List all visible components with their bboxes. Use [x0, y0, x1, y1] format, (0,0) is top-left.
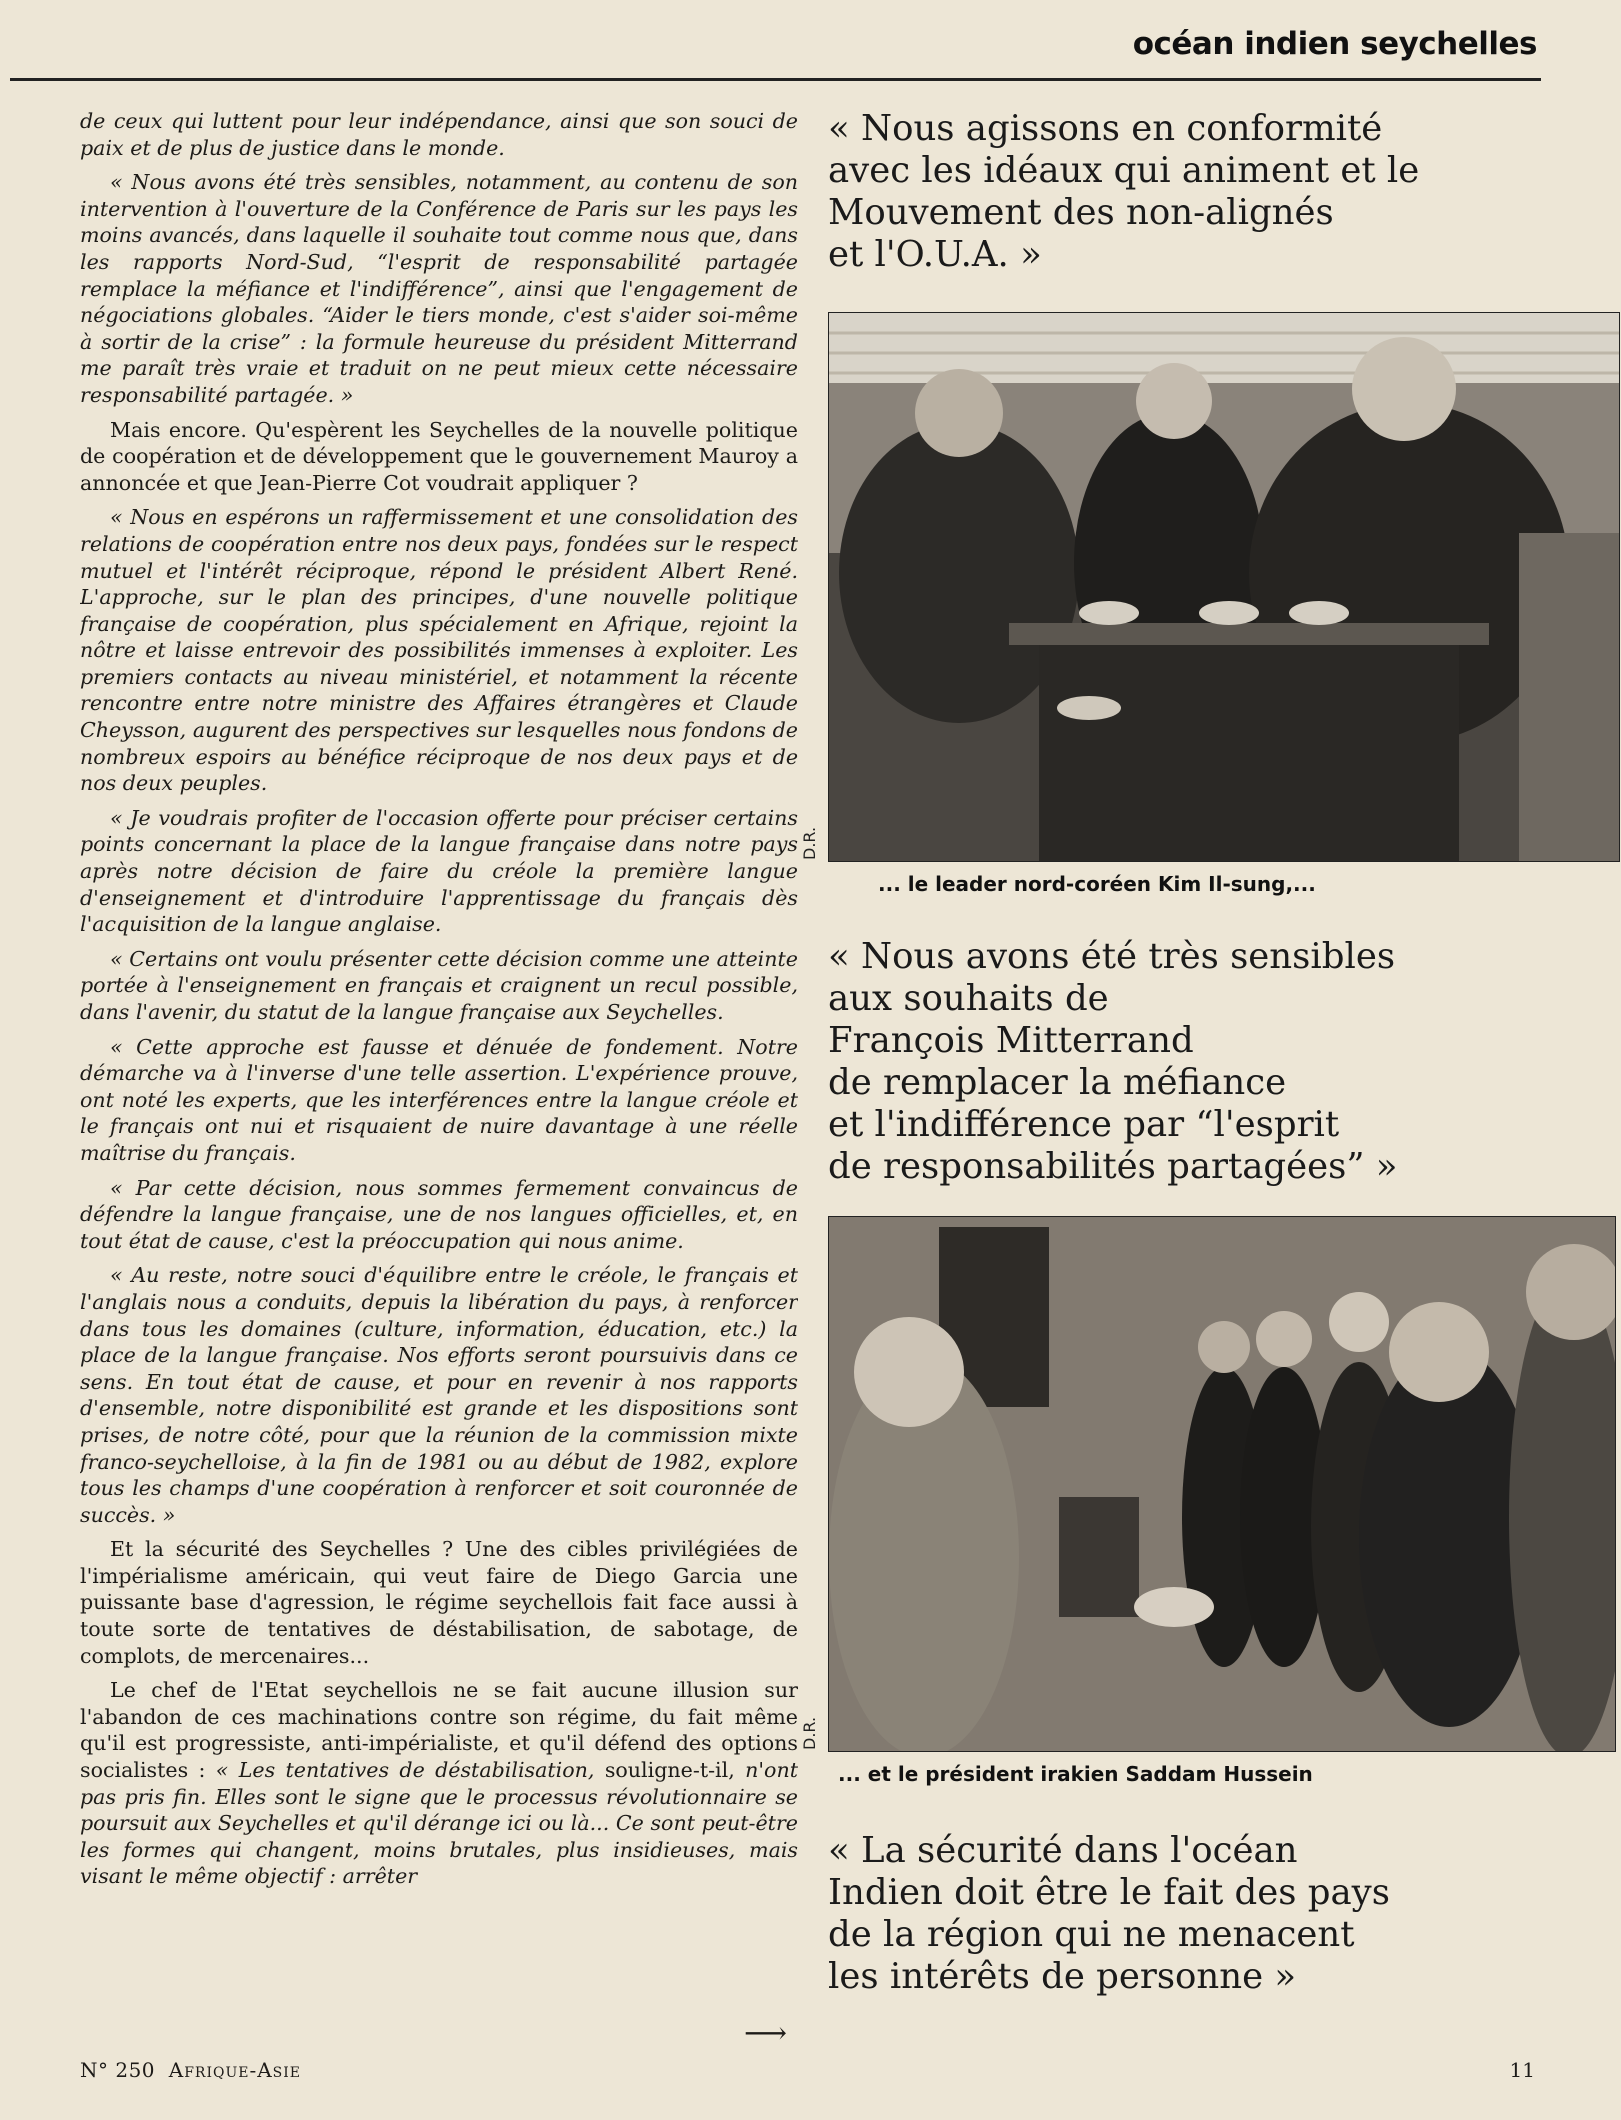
page-number: 11 [1509, 2058, 1535, 2082]
photo-caption-2: ... et le président irakien Saddam Hussein [838, 1762, 1313, 1786]
header-rule [10, 78, 1541, 81]
article-paragraph: « Par cette décision, nous sommes fermement convaincus de défendre la langue française, une de nos langues officielles, et, en tout état de cause, c'est la préoccupation qui nous anime. [80, 1175, 798, 1253]
photo-block-1 [800, 312, 1618, 896]
photo-block-2 [800, 1216, 1618, 1786]
section-label: océan indien seychelles [1132, 26, 1537, 62]
photo-saddam-hussein [828, 1216, 1616, 1752]
article-paragraph: « Je voudrais profiter de l'occasion offerte pour préciser certains points concernant la place de la langue française dans notre pays après notre décision de faire du créole la première langue d'enseignement et d'introduire l'apprentissage du français dès l'acquisition de la langue anglaise. [80, 805, 798, 937]
pull-quote-3: « La sécurité dans l'océan Indien doit être le fait des pays de la région qui ne menacent les intérêts de personne » [828, 1830, 1390, 1997]
article-paragraph: « Nous avons été très sensibles, notamment, au contenu de son intervention à l'ouverture de la Conférence de Paris sur les pays les moins avancés, dans laquelle il souhaite tout comme nous que, dans les rapports Nord-Sud, “l'esprit de responsabilité partagée remplace la méfiance et l'indifférence”, ainsi que l'engagement de négociations globales. “Aider le tiers monde, c'est s'aider soi-même à sortir de la crise” : la formule heureuse du président Mitterrand me paraît très vraie et traduit on ne peut mieux cette nécessaire responsabilité partagée. » [80, 170, 798, 407]
photo-kim-il-sung [828, 312, 1620, 862]
photo-credit-1: D.R. [800, 826, 819, 860]
article-column [80, 108, 798, 2023]
article-paragraph-last: Le chef de l'Etat seychellois ne se fait aucune illusion sur l'abandon de ces machinations contre son régime, du fait même qu'il est progressiste, anti-impérialiste, et qu'il défend des options socialistes : « Les tentatives de déstabilisation, souligne-t-il, n'ont pas pris fin. Elles sont le signe que le processus révolutionnaire se poursuit aux Seychelles et qu'il dérange ici ou là... Ce sont peut-être les formes qui changent, moins brutales, plus insidieuses, mais visant le même objectif : arrêter [80, 1678, 798, 1889]
article-paragraph: « Certains ont voulu présenter cette décision comme une atteinte portée à l'enseignement en français et craignent un recul possible, dans l'avenir, du statut de la langue française aux Seychelles. [80, 946, 798, 1024]
continued-arrow: ⟶ [744, 2016, 788, 2051]
article-paragraph: « Cette approche est fausse et dénuée de fondement. Notre démarche va à l'inverse d'une telle assertion. L'expérience prouve, ont noté les experts, que les interférences entre la langue créole et le français ont nui et risquaient de nuire davantage à une réelle maîtrise du français. [80, 1034, 798, 1165]
photo-credit-2: D.R. [800, 1716, 819, 1750]
pull-quote-2: « Nous avons été très sensibles aux souhaits de François Mitterrand de remplacer la méfiance et l'indifférence par “l'esprit de responsabilités partagées” » [828, 936, 1398, 1187]
footer-issue: N° 250 Afrique-Asie [80, 2058, 302, 2082]
article-paragraph: de ceux qui luttent pour leur indépendance, ainsi que son souci de paix et de plus de justice dans le monde. [80, 109, 798, 160]
photo-caption-1: ... le leader nord-coréen Kim Il-sung,... [878, 872, 1316, 896]
article-paragraph: « Nous en espérons un raffermissement et une consolidation des relations de coopération entre nos deux pays, fondées sur le respect mutuel et l'intérêt réciproque, répond le président Albert René. L'approche, sur le plan des principes, d'une nouvelle politique française de coopération, plus spécialement en Afrique, rejoint la nôtre et laisse entrevoir des possibilités immenses à exploiter. Les premiers contacts au niveau ministériel, et notamment la récente rencontre entre notre ministre des Affaires étrangères et Claude Cheysson, augurent des perspectives sur lesquelles nous fondons de nombreux espoirs au bénéfice réciproque de nos deux pays et de nos deux peuples. [80, 505, 798, 796]
pull-quote-1: « Nous agissons en conformité avec les idéaux qui animent et le Mouvement des non-alignés et l'O.U.A. » [828, 108, 1420, 275]
article-paragraph: « Au reste, notre souci d'équilibre entre le créole, le français et l'anglais nous a conduits, depuis la libération du pays, à renforcer dans tous les domaines (culture, information, éducation, etc.) la place de la langue française. Nos efforts seront poursuivis dans ce sens. En tout état de cause, et pour en revenir à nos rapports d'ensemble, notre disponibilité est grande et les dispositions sont prises, de notre côté, pour que la réunion de la commission mixte franco-seychelloise, à la fin de 1981 ou au début de 1982, explore tous les champs d'une coopération à renforcer et soit couronnée de succès. » [80, 1263, 798, 1527]
article-paragraph: Et la sécurité des Seychelles ? Une des cibles privilégiées de l'impérialisme américain, qui veut faire de Diego Garcia une puissante base d'agression, le régime seychellois fait face aussi à toute sorte de tentatives de déstabilisation, de sabotage, de complots, de mercenaires... [80, 1537, 798, 1668]
article-paragraph: Mais encore. Qu'espèrent les Seychelles de la nouvelle politique de coopération et de développement que le gouvernement Mauroy a annoncée et que Jean-Pierre Cot voudrait appliquer ? [80, 417, 798, 495]
sidebar-column [800, 108, 1618, 1998]
article-body [80, 108, 798, 1669]
